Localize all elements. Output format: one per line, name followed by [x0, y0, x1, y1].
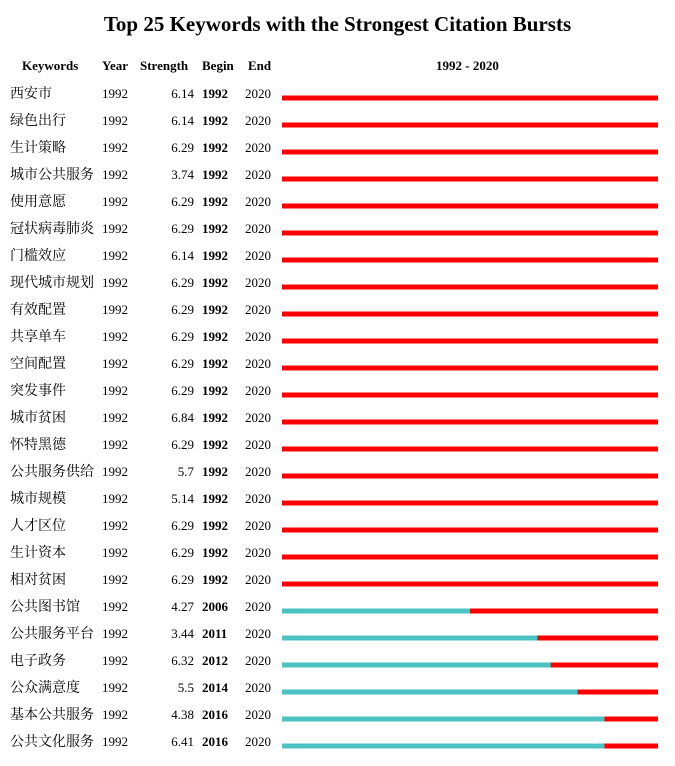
strength-label: 4.38: [171, 707, 194, 722]
year-label: 1992: [102, 734, 128, 749]
begin-label: 1992: [202, 491, 228, 506]
strength-label: 4.27: [171, 599, 194, 614]
strength-label: 6.14: [171, 248, 194, 263]
strength-label: 6.41: [171, 734, 194, 749]
begin-label: 1992: [202, 113, 228, 128]
year-label: 1992: [102, 707, 128, 722]
strength-label: 5.14: [171, 491, 194, 506]
end-label: 2020: [245, 383, 271, 398]
year-label: 1992: [102, 194, 128, 209]
strength-label: 6.29: [171, 437, 194, 452]
keyword-label: 基本公共服务: [10, 707, 94, 723]
strength-label: 6.29: [171, 518, 194, 533]
keyword-label: 人才区位: [10, 518, 66, 534]
year-label: 1992: [102, 545, 128, 560]
year-label: 1992: [102, 248, 128, 263]
keyword-label: 门槛效应: [10, 248, 66, 264]
begin-label: 1992: [202, 464, 228, 479]
header-end: End: [248, 58, 272, 73]
begin-label: 1992: [202, 140, 228, 155]
end-label: 2020: [245, 491, 271, 506]
end-label: 2020: [245, 410, 271, 425]
begin-label: 1992: [202, 194, 228, 209]
year-label: 1992: [102, 383, 128, 398]
strength-label: 6.29: [171, 383, 194, 398]
year-label: 1992: [102, 464, 128, 479]
keyword-label: 有效配置: [10, 302, 66, 318]
end-label: 2020: [245, 707, 271, 722]
end-label: 2020: [245, 329, 271, 344]
strength-label: 6.29: [171, 140, 194, 155]
end-label: 2020: [245, 221, 271, 236]
strength-label: 6.29: [171, 545, 194, 560]
begin-label: 1992: [202, 518, 228, 533]
keyword-label: 绿色出行: [10, 113, 66, 129]
year-label: 1992: [102, 518, 128, 533]
begin-label: 1992: [202, 572, 228, 587]
begin-label: 1992: [202, 545, 228, 560]
year-label: 1992: [102, 680, 128, 695]
begin-label: 1992: [202, 329, 228, 344]
year-label: 1992: [102, 572, 128, 587]
end-label: 2020: [245, 302, 271, 317]
begin-label: 1992: [202, 356, 228, 371]
year-label: 1992: [102, 653, 128, 668]
year-label: 1992: [102, 329, 128, 344]
year-label: 1992: [102, 437, 128, 452]
strength-label: 6.14: [171, 86, 194, 101]
begin-label: 1992: [202, 383, 228, 398]
end-label: 2020: [245, 626, 271, 641]
keyword-label: 公共文化服务: [10, 734, 94, 750]
strength-label: 5.5: [177, 680, 194, 695]
keyword-label: 空间配置: [10, 356, 66, 372]
end-label: 2020: [245, 599, 271, 614]
keyword-label: 公众满意度: [10, 680, 80, 696]
header-year: Year: [102, 58, 128, 73]
end-label: 2020: [245, 356, 271, 371]
begin-label: 1992: [202, 275, 228, 290]
keyword-label: 城市贫困: [10, 410, 66, 426]
keyword-label: 电子政务: [10, 653, 66, 669]
year-label: 1992: [102, 275, 128, 290]
end-label: 2020: [245, 140, 271, 155]
year-label: 1992: [102, 599, 128, 614]
keyword-label: 相对贫困: [10, 572, 66, 588]
strength-label: 6.32: [171, 653, 194, 668]
strength-label: 3.74: [171, 167, 194, 182]
keyword-label: 公共服务平台: [10, 626, 94, 642]
keyword-label: 公共图书馆: [10, 599, 80, 615]
keyword-label: 城市规模: [10, 491, 66, 507]
year-label: 1992: [102, 626, 128, 641]
begin-label: 2016: [202, 707, 228, 722]
end-label: 2020: [245, 167, 271, 182]
end-label: 2020: [245, 113, 271, 128]
end-label: 2020: [245, 275, 271, 290]
year-label: 1992: [102, 140, 128, 155]
begin-label: 2012: [202, 653, 228, 668]
year-label: 1992: [102, 410, 128, 425]
begin-label: 2016: [202, 734, 228, 749]
strength-label: 6.29: [171, 329, 194, 344]
begin-label: 1992: [202, 86, 228, 101]
begin-label: 1992: [202, 248, 228, 263]
keyword-label: 共享单车: [10, 329, 66, 345]
begin-label: 1992: [202, 221, 228, 236]
strength-label: 6.29: [171, 572, 194, 587]
strength-label: 5.7: [177, 464, 194, 479]
end-label: 2020: [245, 545, 271, 560]
keyword-label: 突发事件: [10, 383, 66, 399]
end-label: 2020: [245, 518, 271, 533]
end-label: 2020: [245, 734, 271, 749]
end-label: 2020: [245, 248, 271, 263]
begin-label: 2011: [202, 626, 228, 641]
strength-label: 3.44: [171, 626, 194, 641]
strength-label: 6.84: [171, 410, 194, 425]
begin-label: 1992: [202, 302, 228, 317]
header-keywords: Keywords: [22, 58, 79, 73]
keyword-label: 冠状病毒肺炎: [10, 221, 94, 237]
header-range: 1992 - 2020: [436, 58, 499, 73]
begin-label: 2014: [202, 680, 228, 695]
end-label: 2020: [245, 680, 271, 695]
keyword-label: 生计策略: [10, 140, 66, 156]
keyword-label: 城市公共服务: [10, 167, 94, 183]
strength-label: 6.29: [171, 356, 194, 371]
header-strength: Strength: [140, 58, 189, 73]
end-label: 2020: [245, 437, 271, 452]
keyword-label: 使用意愿: [10, 194, 66, 210]
year-label: 1992: [102, 302, 128, 317]
end-label: 2020: [245, 194, 271, 209]
begin-label: 1992: [202, 167, 228, 182]
begin-label: 1992: [202, 410, 228, 425]
year-label: 1992: [102, 113, 128, 128]
begin-label: 2006: [202, 599, 228, 614]
strength-label: 6.29: [171, 194, 194, 209]
begin-label: 1992: [202, 437, 228, 452]
keyword-label: 西安市: [10, 86, 52, 102]
header-begin: Begin: [202, 58, 234, 73]
strength-label: 6.29: [171, 221, 194, 236]
end-label: 2020: [245, 464, 271, 479]
keyword-label: 生计资本: [10, 545, 66, 561]
strength-label: 6.29: [171, 275, 194, 290]
year-label: 1992: [102, 86, 128, 101]
chart-title: Top 25 Keywords with the Strongest Citation Bursts: [103, 12, 572, 36]
keyword-label: 现代城市规划: [10, 275, 94, 291]
year-label: 1992: [102, 167, 128, 182]
end-label: 2020: [245, 653, 271, 668]
keyword-label: 怀特黑德: [10, 437, 66, 453]
year-label: 1992: [102, 221, 128, 236]
year-label: 1992: [102, 356, 128, 371]
strength-label: 6.14: [171, 113, 194, 128]
end-label: 2020: [245, 572, 271, 587]
keyword-label: 公共服务供给: [10, 464, 94, 480]
year-label: 1992: [102, 491, 128, 506]
end-label: 2020: [245, 86, 271, 101]
strength-label: 6.29: [171, 302, 194, 317]
